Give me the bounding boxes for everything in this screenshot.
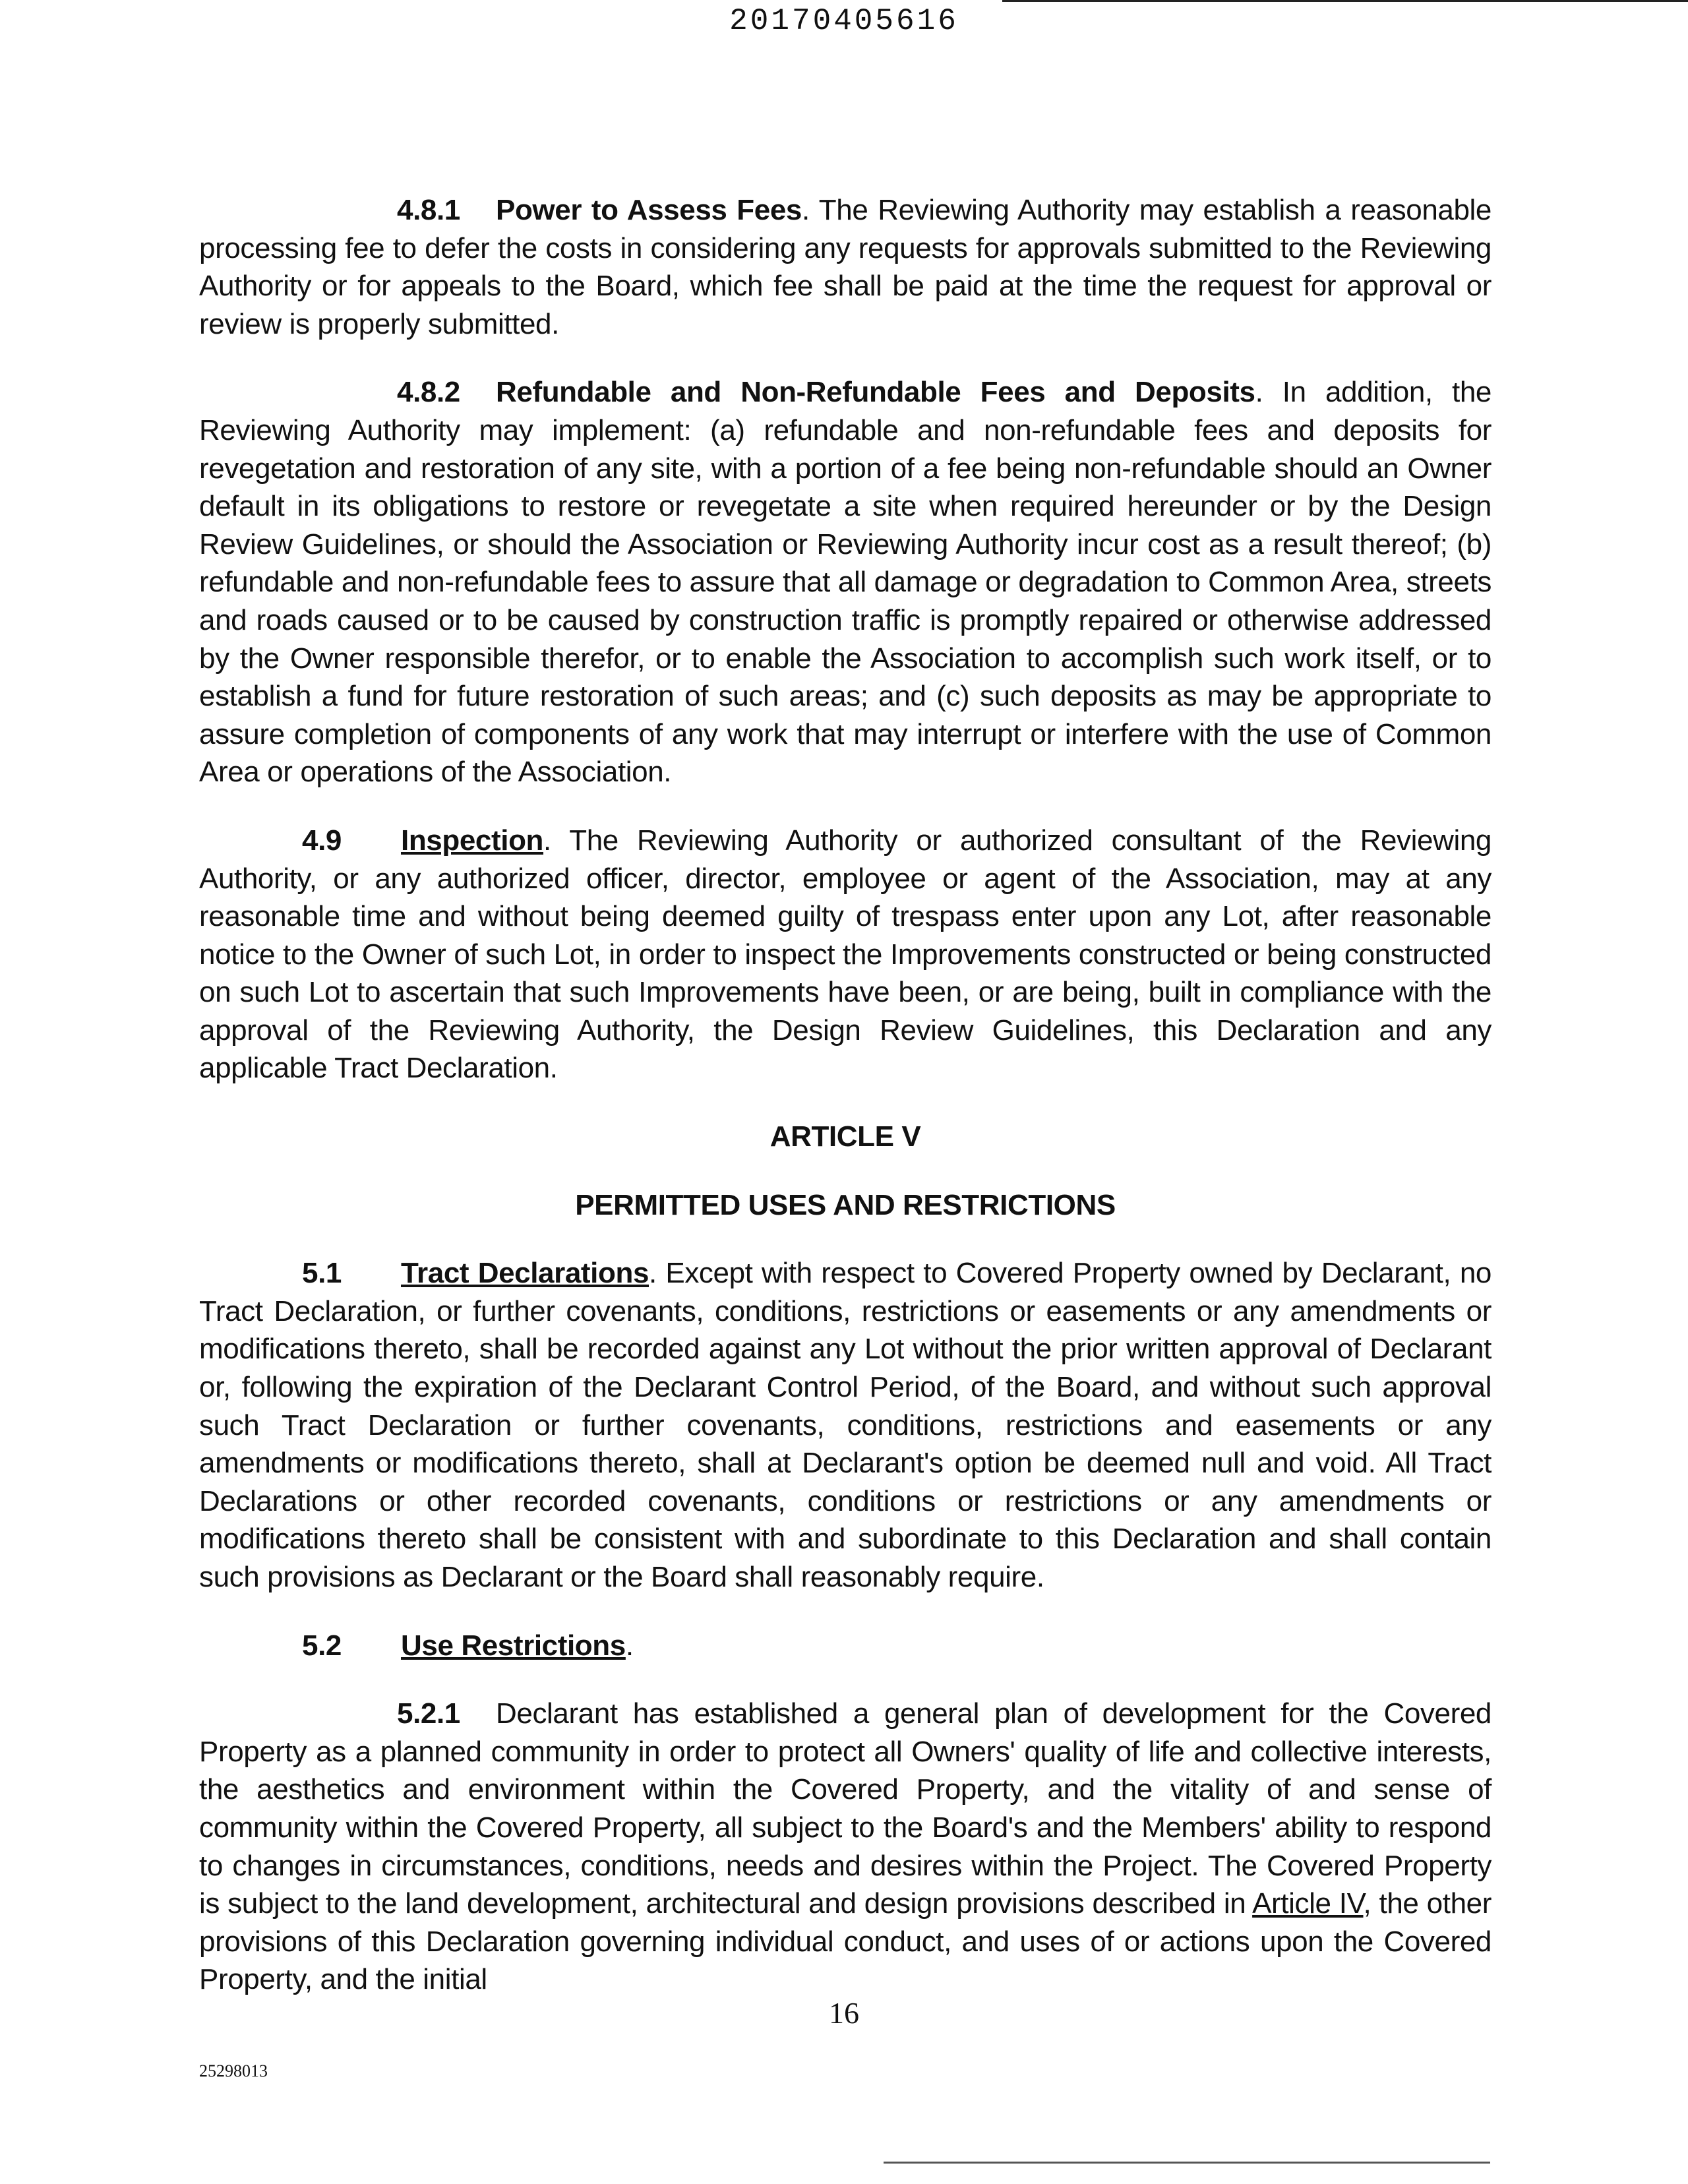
section-text: .: [625, 1629, 634, 1662]
section-number: 5.1: [302, 1257, 342, 1290]
article-title: PERMITTED USES AND RESTRICTIONS: [575, 1188, 1116, 1221]
document-number: 20170405616: [729, 4, 959, 38]
section-text: Declarant has established a general plan of development for the Covered Property as a planned community in order to protect all Owners' quality of life and collective interests, the aesthetics and environment within the Covered Property, and the vitality of and sense of community within the Covered Property, all subject to the Board's and the Members' ability to respond to changes in circumstances, conditions, needs and desires within the Project. The Covered Property is subject to the land development, architectural and design provisions described in: [199, 1697, 1492, 1920]
section-5-2-1: [199, 1695, 1492, 1999]
bottom-rule: [884, 2162, 1490, 2164]
section-number: 4.8.1: [397, 194, 460, 226]
section-5-1: [199, 1254, 1492, 1596]
section-number: 5.2.1: [397, 1697, 460, 1730]
section-4-8-2: [199, 373, 1492, 791]
section-text: . Except with respect to Covered Property owned by Declarant, no Tract Declaration, or further covenants, conditions, restrictions or easements or any amendments or modifications thereto, shall be recorded against any Lot without the prior written approval of Declarant or, following the expiration of the Declarant Control Period, of the Board, and without such approval such Tract Declaration or further covenants, conditions, restrictions and easements or any amendments or modifications thereto, shall at Declarant's option be deemed null and void. All Tract Declarations or other recorded covenants, conditions or restrictions or any amendments or modifications thereto shall be consistent with and subordinate to this Declaration and shall contain such provisions as Declarant or the Board shall reasonably require.: [199, 1257, 1492, 1593]
section-text: . In addition, the Reviewing Authority may implement: (a) refundable and non-refundable fees and deposits for revegetation and restoration of any site, with a portion of a fee being non-refundable should an Owner default in its obligations to restore or revegetate a site when required hereunder or by the Design Review Guidelines, or should the Association or Reviewing Authority incur cost as a result thereof; (b) refundable and non-refundable fees to assure that all damage or degradation to Common Area, streets and roads caused or to be caused by construction traffic is promptly repaired or otherwise addressed by the Owner responsible therefor, or to enable the Association to accomplish such work itself, or to establish a fund for future restoration of such areas; and (c) such deposits as may be appropriate to assure completion of components of any work that may interrupt or interfere with the use of Common Area or operations of the Association.: [199, 376, 1492, 789]
section-title: Use Restrictions: [401, 1629, 626, 1662]
section-number: 4.8.2: [397, 376, 460, 409]
section-text: . The Reviewing Authority may establish a reasonable processing fee to defer the costs in considering any requests for approvals submitted to the Reviewing Authority or for appeals to the Board, which fee shall be paid at the time the request for approval or review is properly submitted.: [199, 194, 1492, 340]
section-title: Tract Declarations: [401, 1257, 649, 1290]
section-number: 5.2: [302, 1629, 342, 1662]
section-4-9: [199, 822, 1492, 1087]
document-id: 25298013: [199, 2061, 268, 2080]
section-text: . The Reviewing Authority or authorized consultant of the Reviewing Authority, or any authorized officer, director, employee or agent of the Association, may at any reasonable time and without being deemed guilty of trespass enter upon any Lot, after reasonable notice to the Owner of such Lot, in order to inspect the Improvements constructed or being constructed on such Lot to ascertain that such Improvements have been, or are being, built in compliance with the approval of the Reviewing Authority, the Design Review Guidelines, this Declaration and any applicable Tract Declaration.: [199, 824, 1492, 1085]
section-4-8-1: [199, 191, 1492, 343]
section-title: Refundable and Non-Refundable Fees and Deposits: [496, 376, 1255, 409]
section-title: Inspection: [401, 824, 544, 857]
section-title: Power to Assess Fees: [496, 194, 802, 226]
article-iv-reference: Article IV: [1252, 1887, 1364, 1920]
section-number: 4.9: [302, 824, 342, 857]
document-body: [199, 191, 1492, 1999]
article-heading: ARTICLE V: [769, 1120, 921, 1153]
page-number: 16: [829, 1996, 859, 2030]
top-rule: [1002, 0, 1688, 2]
section-5-2: [199, 1627, 1492, 1665]
section-text-continued: , the other provisions of this Declaration governing individual conduct, and uses of or actions upon the Covered Property, and the initial: [199, 1887, 1492, 1996]
